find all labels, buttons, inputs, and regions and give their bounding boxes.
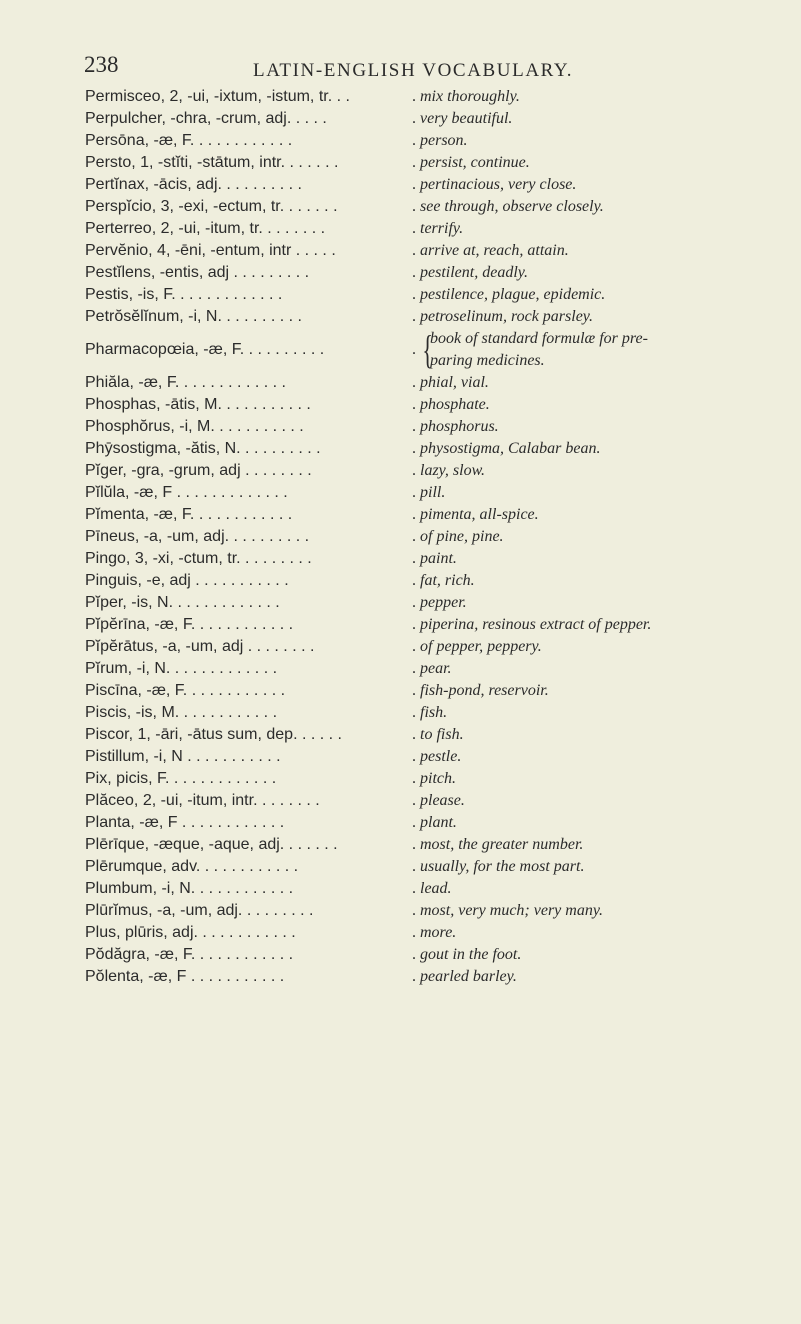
meaning: . most, the greater number. [412,836,584,853]
meaning-line: book of standard formulæ for pre- [430,330,648,347]
meaning: . pear. [412,660,452,677]
list-item [85,570,801,592]
meaning: . lazy, slow. [412,462,486,479]
headword: Permisceo, 2, -ui, -ixtum, -istum, tr. . . [85,88,350,105]
meaning: . lead. [412,880,452,897]
meaning: . petroselinum, rock parsley. [412,308,594,325]
meaning: . of pine, pine. [412,528,504,545]
meaning: . pertinacious, very close. [412,176,577,193]
meaning: . phosphorus. [412,418,499,435]
list-item [85,966,801,988]
headword: Pertĭnax, -ācis, adj. . . . . . . . . . [85,176,302,193]
headword: Pŏlenta, -æ, F . . . . . . . . . . . [85,968,285,985]
list-item [85,394,801,416]
meaning: . terrify. [412,220,464,237]
meaning: . pestle. [412,748,462,765]
list-item [85,856,801,878]
meaning: . pearled barley. [412,968,517,985]
meaning: . more. [412,924,457,941]
meaning: . very beautiful. [412,110,513,127]
headword: Piscor, 1, -āri, -ātus sum, dep. . . . . . [85,726,342,743]
list-item [85,130,801,152]
list-item [85,328,801,372]
meaning: . gout in the foot. [412,946,522,963]
headword: Persōna, -æ, F. . . . . . . . . . . . [85,132,293,149]
headword: Plērumque, adv. . . . . . . . . . . . [85,858,299,875]
vocabulary-list [85,86,801,988]
headword: Phiăla, -æ, F. . . . . . . . . . . . . [85,374,286,391]
headword: Pĭmenta, -æ, F. . . . . . . . . . . . [85,506,293,523]
headword: Perpulcher, -chra, -crum, adj. . . . . [85,110,327,127]
list-item [85,152,801,174]
meaning: . physostigma, Calabar bean. [412,440,601,457]
meaning: . of pepper, peppery. [412,638,542,655]
meaning: . pestilence, plague, epidemic. [412,286,606,303]
list-item [85,944,801,966]
headword: Petrŏsĕlĭnum, -i, N. . . . . . . . . . [85,308,302,325]
list-item [85,702,801,724]
list-item [85,416,801,438]
list-item [85,86,801,108]
list-item [85,900,801,922]
headword: Pĭger, -gra, -grum, adj . . . . . . . . [85,462,312,479]
list-item [85,218,801,240]
headword: Persto, 1, -stĭti, -stātum, intr. . . . . . . [85,154,339,171]
list-item [85,306,801,328]
list-item [85,548,801,570]
list-item [85,768,801,790]
meaning: . arrive at, reach, attain. [412,242,569,259]
list-item [85,526,801,548]
list-item [85,262,801,284]
headword: Phosphŏrus, -i, M. . . . . . . . . . . [85,418,304,435]
leader-dot: . [412,341,416,358]
list-item [85,372,801,394]
headword: Pistillum, -i, N . . . . . . . . . . . [85,748,281,765]
headword: Plăceo, 2, -ui, -itum, intr. . . . . . . . [85,792,320,809]
headword: Pharmacopœia, -æ, F. . . . . . . . . . [85,341,325,358]
list-item [85,636,801,658]
headword: Perspĭcio, 3, -exi, -ectum, tr. . . . . . . [85,198,338,215]
headword: Pix, picis, F. . . . . . . . . . . . . [85,770,277,787]
headword: Pinguis, -e, adj . . . . . . . . . . . [85,572,289,589]
headword: Piscis, -is, M. . . . . . . . . . . . [85,704,278,721]
meaning: . pill. [412,484,446,501]
meaning: . paint. [412,550,457,567]
list-item [85,460,801,482]
list-item [85,790,801,812]
meaning: . most, very much; very many. [412,902,604,919]
headword: Pĭpĕrīna, -æ, F. . . . . . . . . . . . [85,616,294,633]
list-item [85,878,801,900]
meaning: . please. [412,792,465,809]
headword: Pestis, -is, F. . . . . . . . . . . . . [85,286,283,303]
list-item [85,482,801,504]
list-item [85,658,801,680]
list-item [85,438,801,460]
list-item [85,746,801,768]
headword: Pestĭlens, -entis, adj . . . . . . . . . [85,264,310,281]
meaning: . pitch. [412,770,456,787]
meaning: . usually, for the most part. [412,858,585,875]
meaning: . person. [412,132,468,149]
headword: Phȳsostigma, -ătis, N. . . . . . . . . . [85,440,321,457]
headword: Piscīna, -æ, F. . . . . . . . . . . . [85,682,286,699]
meaning: . pimenta, all-spice. [412,506,539,523]
meaning: . plant. [412,814,457,831]
headword: Pĭlŭla, -æ, F . . . . . . . . . . . . . [85,484,288,501]
meaning: . persist, continue. [412,154,530,171]
headword: Pĭper, -is, N. . . . . . . . . . . . . [85,594,280,611]
list-item [85,922,801,944]
meaning [430,328,648,372]
meaning: . fat, rich. [412,572,475,589]
headword: Pingo, 3, -xi, -ctum, tr. . . . . . . . . [85,550,312,567]
list-item [85,724,801,746]
brace-icon: { [422,327,433,372]
headword: Phosphas, -ātis, M. . . . . . . . . . . [85,396,311,413]
headword: Plumbum, -i, N. . . . . . . . . . . . [85,880,294,897]
running-head: LATIN-ENGLISH VOCABULARY. [253,60,574,81]
headword: Pĭrum, -i, N. . . . . . . . . . . . . [85,660,278,677]
headword: Pĭpĕrātus, -a, -um, adj . . . . . . . . [85,638,315,655]
list-item [85,108,801,130]
list-item [85,174,801,196]
meaning-line: paring medicines. [430,352,545,369]
headword: Planta, -æ, F . . . . . . . . . . . . [85,814,285,831]
meaning: . phosphate. [412,396,490,413]
meaning: . fish-pond, reservoir. [412,682,549,699]
list-item [85,504,801,526]
headword: Perterreo, 2, -ui, -itum, tr. . . . . . . . [85,220,326,237]
headword: Pīneus, -a, -um, adj. . . . . . . . . . [85,528,310,545]
list-item [85,284,801,306]
list-item [85,240,801,262]
list-item [85,680,801,702]
list-item [85,614,801,636]
meaning: . mix thoroughly. [412,88,520,105]
meaning: . to fish. [412,726,464,743]
meaning: . pestilent, deadly. [412,264,528,281]
headword: Pŏdăgra, -æ, F. . . . . . . . . . . . [85,946,294,963]
page-number: 238 [84,52,119,77]
headword: Pervĕnio, 4, -ēni, -entum, intr . . . . . [85,242,336,259]
headword: Plus, plūris, adj. . . . . . . . . . . . [85,924,296,941]
list-item [85,834,801,856]
meaning: . phial, vial. [412,374,489,391]
meaning: . fish. [412,704,448,721]
list-item [85,592,801,614]
list-item [85,196,801,218]
meaning: . see through, observe closely. [412,198,604,215]
list-item [85,812,801,834]
meaning: . piperina, resinous extract of pepper. [412,616,652,633]
headword: Plūrĭmus, -a, -um, adj. . . . . . . . . [85,902,314,919]
headword: Plērīque, -æque, -aque, adj. . . . . . . [85,836,338,853]
meaning: . pepper. [412,594,467,611]
